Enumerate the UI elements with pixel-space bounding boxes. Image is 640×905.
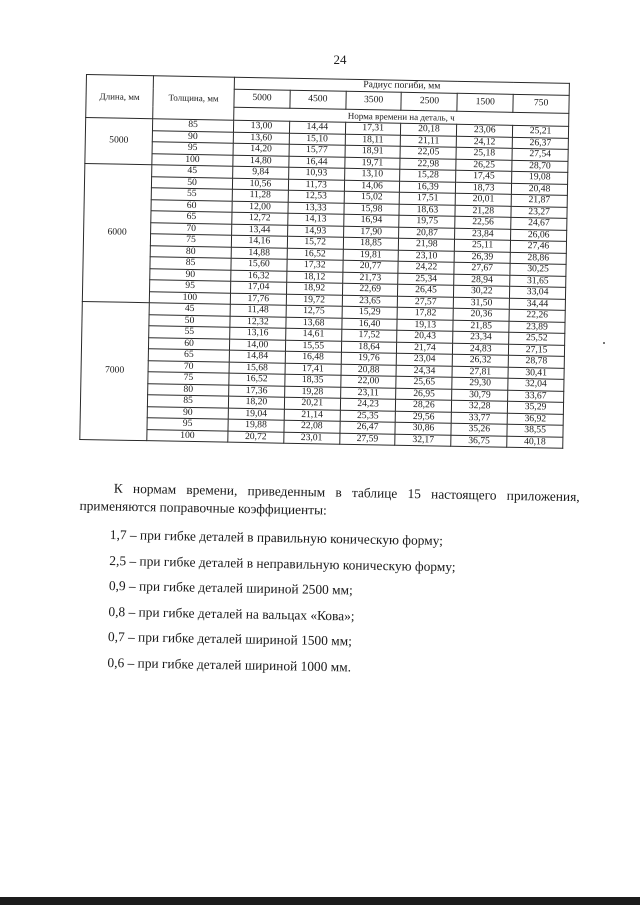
norm-value-cell: 22,56: [455, 216, 511, 229]
norm-value-cell: 12,75: [286, 305, 342, 318]
thickness-cell: 60: [148, 337, 229, 350]
norm-value-cell: 21,11: [401, 135, 457, 148]
header-radius-value: 3500: [346, 91, 402, 110]
norm-value-cell: 26,39: [454, 251, 510, 264]
norm-value-cell: 23,10: [399, 250, 455, 263]
norm-value-cell: 25,65: [396, 376, 452, 389]
norm-value-cell: 19,13: [397, 319, 453, 332]
norm-value-cell: 22,26: [509, 309, 565, 322]
norm-value-cell: 11,73: [288, 179, 344, 192]
norm-value-cell: 21,98: [399, 238, 455, 251]
norm-value-cell: 32,17: [395, 434, 451, 447]
norm-value-cell: 12,53: [288, 190, 344, 203]
norm-value-cell: 21,87: [511, 194, 567, 207]
header-thickness: Толщина, мм: [153, 76, 235, 120]
norm-value-cell: 22,98: [400, 158, 456, 171]
norm-value-cell: 15,77: [289, 144, 345, 157]
norm-value-cell: 25,21: [513, 125, 569, 138]
intro-word: таблице: [351, 484, 398, 501]
norm-value-cell: 25,18: [456, 147, 512, 160]
thickness-cell: 85: [152, 119, 233, 132]
norm-value-cell: 20,36: [453, 308, 509, 321]
norm-value-cell: 17,90: [343, 226, 399, 239]
norm-value-cell: 32,04: [508, 378, 564, 391]
norm-value-cell: 17,41: [285, 363, 341, 376]
norm-value-cell: 15,02: [344, 191, 400, 204]
norm-value-cell: 26,25: [456, 159, 512, 172]
norm-value-cell: 15,10: [289, 133, 345, 146]
norm-value-cell: 38,55: [507, 424, 563, 437]
thickness-cell: 60: [151, 199, 232, 212]
length-cell: 6000: [82, 163, 152, 302]
thickness-cell: 70: [148, 360, 229, 373]
norm-value-cell: 31,65: [510, 275, 566, 288]
norm-value-cell: 13,44: [232, 224, 288, 237]
norm-value-cell: 15,28: [400, 169, 456, 182]
norm-value-cell: 25,35: [340, 410, 396, 423]
norm-value-cell: 33,77: [451, 412, 507, 425]
thickness-cell: 90: [150, 268, 231, 281]
thickness-cell: 85: [147, 395, 228, 408]
norm-value-cell: 29,30: [452, 377, 508, 390]
thickness-cell: 50: [149, 314, 230, 327]
norm-value-cell: 21,85: [453, 320, 509, 333]
norm-value-cell: 14,84: [229, 350, 285, 363]
norm-value-cell: 28,86: [510, 252, 566, 265]
norm-value-cell: 16,44: [289, 156, 345, 169]
norm-value-cell: 15,72: [287, 236, 343, 249]
norm-value-cell: 16,32: [231, 270, 287, 283]
norm-value-cell: 18,85: [343, 237, 399, 250]
length-cell: 7000: [80, 301, 150, 440]
norm-value-cell: 25,52: [509, 332, 565, 345]
norm-value-cell: 10,93: [288, 167, 344, 180]
norm-value-cell: 25,34: [398, 273, 454, 286]
norm-value-cell: 27,46: [510, 240, 566, 253]
thickness-cell: 95: [152, 142, 233, 155]
norm-value-cell: 16,52: [287, 248, 343, 261]
norm-value-cell: 30,86: [395, 422, 451, 435]
thickness-cell: 95: [150, 280, 231, 293]
scan-speck: [603, 342, 605, 344]
norm-value-cell: 16,48: [285, 351, 341, 364]
norm-value-cell: 23,34: [453, 331, 509, 344]
table-body: [80, 118, 569, 449]
norm-value-cell: 23,01: [284, 432, 340, 445]
norm-value-cell: 12,72: [232, 212, 288, 225]
thickness-cell: 100: [147, 429, 228, 442]
header-radius-value: 750: [513, 94, 569, 113]
coefficient-item: 0,6 – при гибке деталей шириной 1000 мм.: [107, 654, 352, 674]
header-radius-value: 5000: [234, 89, 290, 108]
norm-value-cell: 34,44: [509, 298, 565, 311]
norm-value-cell: 36,75: [451, 435, 507, 448]
intro-word: нормам: [132, 480, 177, 497]
norm-value-cell: 35,26: [451, 423, 507, 436]
norm-value-cell: 16,94: [343, 214, 399, 227]
thickness-cell: 90: [147, 406, 228, 419]
norm-value-cell: 22,08: [284, 420, 340, 433]
intro-word: К: [113, 480, 123, 496]
norm-value-cell: 17,82: [398, 307, 454, 320]
norm-value-cell: 24,23: [340, 398, 396, 411]
header-radius-value: 1500: [457, 93, 513, 112]
norm-value-cell: 14,16: [231, 235, 287, 248]
norm-value-cell: 13,68: [286, 317, 342, 330]
norm-value-cell: 30,25: [510, 263, 566, 276]
norm-value-cell: 26,06: [511, 229, 567, 242]
norm-value-cell: 18,92: [286, 282, 342, 295]
norm-value-cell: 17,32: [287, 259, 343, 272]
norm-value-cell: 21,14: [284, 409, 340, 422]
header-radius-value: 2500: [401, 92, 457, 111]
norm-value-cell: 15,55: [285, 340, 341, 353]
coefficient-item: 1,7 – при гибке деталей в правильную коническую форму;: [109, 527, 444, 549]
norm-value-cell: 23,65: [342, 295, 398, 308]
norm-value-cell: 15,29: [342, 306, 398, 319]
intro-word: в: [335, 484, 342, 500]
norm-value-cell: 14,20: [233, 143, 289, 156]
header-radius-value: 4500: [290, 90, 346, 109]
norm-value-cell: 17,36: [229, 385, 285, 398]
intro-word: времени,: [186, 481, 238, 498]
thickness-cell: 55: [151, 188, 232, 201]
norm-value-cell: 30,41: [508, 367, 564, 380]
intro-line-2: применяются поправочные коэффициенты:: [79, 497, 327, 518]
norm-value-cell: 16,39: [400, 181, 456, 194]
norm-value-cell: 31,50: [454, 297, 510, 310]
norm-value-cell: 24,83: [453, 343, 509, 356]
norm-value-cell: 26,47: [340, 421, 396, 434]
norm-value-cell: 33,04: [510, 286, 566, 299]
norm-value-cell: 28,70: [512, 160, 568, 173]
norm-value-cell: 12,00: [232, 201, 288, 214]
norm-value-cell: 19,28: [284, 386, 340, 399]
norm-value-cell: 19,81: [343, 249, 399, 262]
norm-value-cell: 25,11: [455, 239, 511, 252]
coefficient-item: 0,7 – при гибке деталей шириной 1500 мм;: [107, 628, 353, 649]
norm-value-cell: 27,67: [454, 262, 510, 275]
norm-value-cell: 21,74: [397, 342, 453, 355]
norm-value-cell: 14,44: [289, 121, 345, 134]
norm-value-cell: 23,89: [509, 321, 565, 334]
intro-word: 15: [407, 486, 422, 502]
thickness-cell: 70: [151, 222, 232, 235]
coefficient-item: 0,8 – при гибке деталей на вальцах «Кова»;: [108, 603, 355, 623]
norm-value-cell: 20,43: [397, 330, 453, 343]
norm-value-cell: 17,51: [400, 192, 456, 205]
norm-value-cell: 33,67: [508, 390, 564, 403]
norm-value-cell: 13,00: [233, 120, 289, 133]
norm-value-cell: 17,45: [456, 170, 512, 183]
thickness-cell: 100: [149, 291, 230, 304]
norm-value-cell: 27,57: [398, 296, 454, 309]
norm-value-cell: 22,05: [401, 146, 457, 159]
norm-value-cell: 14,93: [287, 225, 343, 238]
norm-value-cell: 22,00: [340, 375, 396, 388]
thickness-cell: 85: [150, 257, 231, 270]
norm-value-cell: 35,29: [508, 401, 564, 414]
norm-value-cell: 18,12: [287, 271, 343, 284]
thickness-cell: 100: [152, 153, 233, 166]
time-norms-table: [79, 74, 570, 449]
thickness-cell: 45: [149, 303, 230, 316]
norm-value-cell: 27,59: [339, 433, 395, 446]
norm-value-cell: 18,91: [345, 145, 401, 158]
norm-value-cell: 13,60: [233, 132, 289, 145]
norm-value-cell: 10,56: [232, 178, 288, 191]
norm-value-cell: 40,18: [507, 436, 563, 449]
norm-value-cell: 20,18: [401, 123, 457, 136]
norm-value-cell: 24,12: [457, 136, 513, 149]
norm-value-cell: 20,77: [343, 260, 399, 273]
norm-value-cell: 12,32: [230, 316, 286, 329]
norm-value-cell: 20,72: [228, 431, 284, 444]
norm-value-cell: 13,33: [288, 202, 344, 215]
norm-value-cell: 14,88: [231, 247, 287, 260]
norm-value-cell: 15,60: [231, 258, 287, 271]
norm-value-cell: 18,64: [341, 341, 397, 354]
norm-value-cell: 23,84: [455, 228, 511, 241]
norm-value-cell: 18,11: [345, 134, 401, 147]
norm-value-cell: 14,13: [288, 213, 344, 226]
norm-value-cell: 26,37: [512, 137, 568, 150]
norm-value-cell: 14,61: [285, 328, 341, 341]
norm-value-cell: 27,54: [512, 148, 568, 161]
norm-value-cell: 14,00: [229, 339, 285, 352]
norm-value-cell: 19,08: [512, 171, 568, 184]
norm-value-cell: 19,04: [228, 408, 284, 421]
norm-value-cell: 30,79: [452, 389, 508, 402]
intro-word: настоящего: [430, 486, 497, 503]
norm-value-cell: 20,87: [399, 227, 455, 240]
intro-word: приведенным: [247, 483, 326, 500]
norm-value-cell: 19,76: [341, 352, 397, 365]
norm-value-cell: 16,52: [229, 373, 285, 386]
norm-value-cell: 26,45: [398, 284, 454, 297]
norm-value-cell: 28,78: [508, 355, 564, 368]
header-norm: Норма времени на деталь, ч: [234, 107, 569, 126]
norm-value-cell: 19,71: [344, 157, 400, 170]
thickness-cell: 80: [148, 383, 229, 396]
norm-value-cell: 26,95: [396, 388, 452, 401]
norm-value-cell: 24,67: [511, 217, 567, 230]
scan-edge-bar: [0, 897, 640, 905]
norm-value-cell: 28,94: [454, 274, 510, 287]
thickness-cell: 80: [150, 245, 231, 258]
thickness-cell: 65: [148, 349, 229, 362]
norm-value-cell: 18,73: [456, 182, 512, 195]
thickness-cell: 75: [148, 372, 229, 385]
thickness-cell: 75: [150, 234, 231, 247]
norm-value-cell: 17,76: [230, 293, 286, 306]
thickness-cell: 65: [151, 211, 232, 224]
norm-value-cell: 24,22: [398, 261, 454, 274]
norm-value-cell: 16,40: [342, 318, 398, 331]
norm-value-cell: 13,16: [230, 327, 286, 340]
norm-value-cell: 23,04: [397, 353, 453, 366]
norm-value-cell: 20,01: [455, 193, 511, 206]
norm-value-cell: 15,68: [229, 362, 285, 375]
norm-value-cell: 27,81: [452, 366, 508, 379]
thickness-cell: 45: [152, 165, 233, 178]
thickness-cell: 95: [147, 418, 228, 431]
thickness-cell: 90: [152, 130, 233, 143]
norm-value-cell: 22,69: [342, 283, 398, 296]
header-radius: Радиус погиби, мм: [234, 77, 569, 95]
norm-value-cell: 23,06: [457, 124, 513, 137]
norm-value-cell: 27,15: [509, 344, 565, 357]
intro-paragraph: [79, 480, 580, 523]
norm-value-cell: 19,72: [286, 294, 342, 307]
length-cell: 5000: [85, 118, 153, 165]
norm-value-cell: 21,28: [455, 205, 511, 218]
norm-value-cell: 14,80: [233, 155, 289, 168]
coefficient-item: 2,5 – при гибке деталей в неправильную коническую форму;: [109, 552, 456, 574]
norm-value-cell: 23,27: [511, 206, 567, 219]
intro-word: приложения,: [506, 487, 580, 505]
norm-value-cell: 20,21: [284, 397, 340, 410]
coefficient-list: [107, 527, 530, 688]
coefficient-item: 0,9 – при гибке деталей шириной 2500 мм;: [108, 577, 353, 598]
norm-value-cell: 17,52: [341, 329, 397, 342]
norm-value-cell: 20,88: [341, 364, 397, 377]
norm-value-cell: 20,48: [512, 183, 568, 196]
thickness-cell: 55: [149, 326, 230, 339]
norms-table-container: [79, 74, 570, 449]
norm-value-cell: 29,56: [396, 411, 452, 424]
norm-value-cell: 19,75: [399, 215, 455, 228]
norm-value-cell: 15,98: [344, 203, 400, 216]
norm-value-cell: 17,04: [231, 281, 287, 294]
norm-value-cell: 13,10: [344, 168, 400, 181]
norm-value-cell: 9,84: [233, 166, 289, 179]
header-length: Длина, мм: [86, 75, 154, 119]
norm-value-cell: 36,92: [507, 413, 563, 426]
thickness-cell: 50: [151, 176, 232, 189]
norm-value-cell: 23,11: [340, 387, 396, 400]
norm-value-cell: 18,63: [399, 204, 455, 217]
norm-value-cell: 18,20: [228, 396, 284, 409]
norm-value-cell: 19,88: [228, 419, 284, 432]
page-number: 24: [333, 52, 347, 67]
norm-value-cell: 17,31: [345, 122, 401, 135]
norm-value-cell: 30,22: [454, 285, 510, 298]
norm-value-cell: 32,28: [452, 400, 508, 413]
norm-value-cell: 28,26: [396, 399, 452, 412]
norm-value-cell: 14,06: [344, 180, 400, 193]
norm-value-cell: 24,34: [396, 365, 452, 378]
norm-value-cell: 11,28: [232, 189, 288, 202]
norm-value-cell: 11,48: [230, 304, 286, 317]
norm-value-cell: 21,73: [342, 272, 398, 285]
norm-value-cell: 18,35: [285, 374, 341, 387]
norm-value-cell: 26,32: [453, 354, 509, 367]
